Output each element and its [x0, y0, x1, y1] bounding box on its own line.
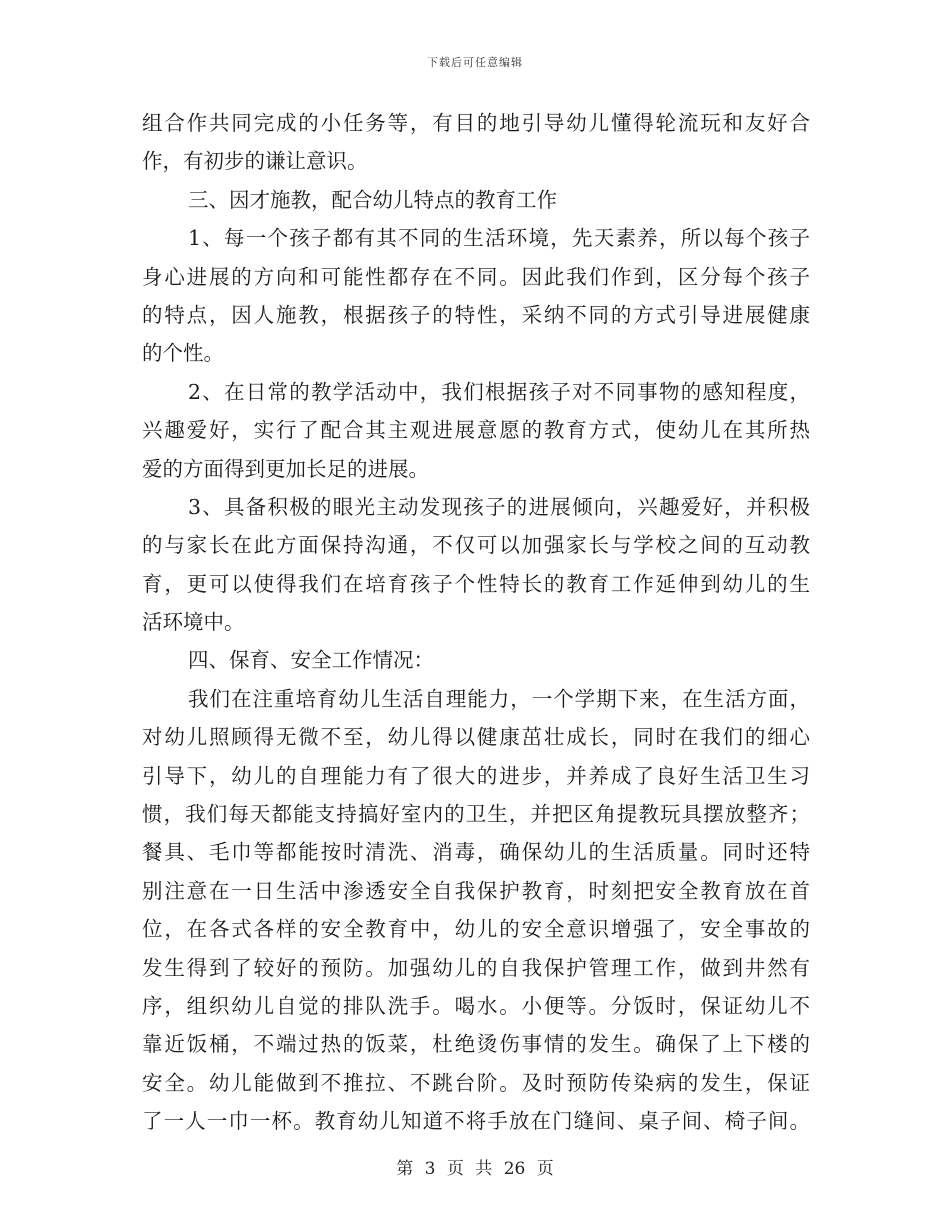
text-line: 了一人一巾一杯。教育幼儿知道不将手放在门缝间、桌子间、椅子间。	[142, 1109, 810, 1134]
text-line: 的个性。	[142, 341, 224, 366]
text-line: 3、具备积极的眼光主动发现孩子的进展倾向，兴趣爱好，并积极	[188, 494, 810, 519]
text-line: 2、在日常的教学活动中，我们根据孩子对不同事物的感知程度，	[188, 379, 810, 404]
text-line: 身心进展的方向和可能性都存在不同。因此我们作到，区分每个孩子	[142, 264, 810, 289]
text-line: 位，在各式各样的安全教育中，幼儿的安全意识增强了，安全事故的	[142, 917, 810, 942]
text-line: 的与家长在此方面保持沟通，不仅可以加强家长与学校之间的互动教	[142, 533, 810, 558]
header-note: 下载后可任意编辑	[427, 56, 523, 69]
text-line: 作，有初步的谦让意识。	[142, 149, 368, 174]
text-line: 发生得到了较好的预防。加强幼儿的自我保护管理工作，做到井然有	[142, 955, 810, 980]
text-line: 引导下，幼儿的自理能力有了很大的进步，并养成了良好生活卫生习	[142, 763, 810, 788]
text-line: 餐具、毛巾等都能按时清洗、消毒，确保幼儿的生活质量。同时还特	[142, 840, 810, 865]
text-line: 我们在注重培育幼儿生活自理能力，一个学期下来，在生活方面，	[188, 686, 810, 711]
document-body	[142, 104, 810, 1141]
text-line: 序，组织幼儿自觉的排队洗手。喝水。小便等。分饭时，保证幼儿不	[142, 993, 810, 1018]
text-line: 惯，我们每天都能支持搞好室内的卫生，并把区角提教玩具摆放整齐；	[142, 802, 810, 827]
text-line: 对幼儿照顾得无微不至，幼儿得以健康茁壮成长，同时在我们的细心	[142, 725, 810, 750]
text-line: 1、每一个孩子都有其不同的生活环境，先天素养，所以每个孩子	[188, 226, 810, 251]
text-line: 别注意在一日生活中渗透安全自我保护教育，时刻把安全教育放在首	[142, 878, 810, 903]
text-line: 的特点，因人施教，根据孩子的特性，采纳不同的方式引导进展健康	[142, 302, 810, 327]
text-line: 靠近饭桶，不端过热的饭菜，杜绝烫伤事情的发生。确保了上下楼的	[142, 1032, 810, 1057]
text-line: 三、因才施教，配合幼儿特点的教育工作	[188, 187, 557, 212]
text-line: 活环境中。	[142, 610, 245, 635]
text-line: 育，更可以使得我们在培育孩子个性特长的教育工作延伸到幼儿的生	[142, 571, 810, 596]
page-number: 第 3 页 共 26 页	[396, 1159, 554, 1179]
text-line: 组合作共同完成的小任务等，有目的地引导幼儿懂得轮流玩和友好合	[142, 111, 810, 135]
text-line: 兴趣爱好，实行了配合其主观进展意愿的教育方式，使幼儿在其所热	[142, 418, 810, 443]
text-line: 安全。幼儿能做到不推拉、不跳台阶。及时预防传染病的发生，保证	[142, 1070, 810, 1095]
text-line: 四、保育、安全工作情况：	[188, 648, 434, 673]
text-line: 爱的方面得到更加长足的进展。	[142, 456, 429, 481]
